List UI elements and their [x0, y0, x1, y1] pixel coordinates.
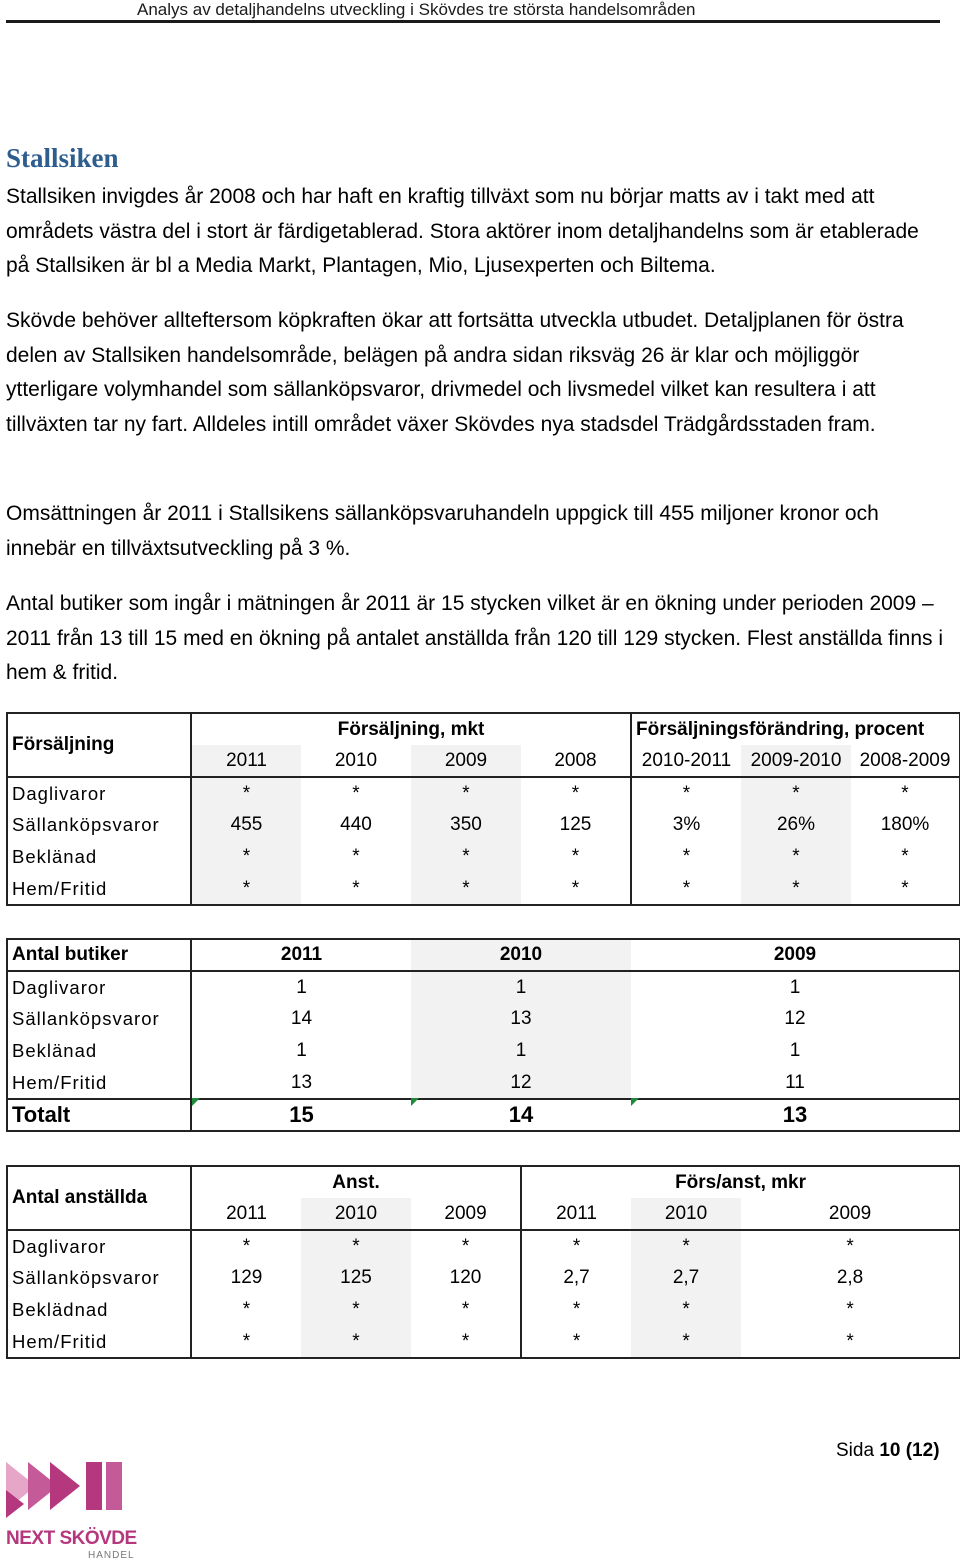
- table-row: [7, 1067, 960, 1099]
- col-header: 2008: [521, 745, 631, 777]
- running-header: Analys av detaljhandelns utveckling i Skövdes tre största handelsområden: [137, 0, 696, 19]
- table-cell: *: [352, 846, 360, 867]
- table-cell: *: [631, 1294, 741, 1326]
- row-label: Sällanköpsvaror: [7, 1003, 191, 1035]
- table-cell: *: [411, 1294, 521, 1326]
- table-cell: 26%: [741, 809, 851, 841]
- sales-group-header: Försäljning, mkt: [191, 713, 631, 745]
- table-row: [7, 1326, 960, 1358]
- row-label: Beklädnad: [7, 1294, 191, 1326]
- table-cell: 1: [789, 1040, 801, 1061]
- page-number: [836, 1440, 940, 1462]
- table-cell: *: [411, 1326, 521, 1358]
- table-cell: *: [411, 777, 521, 809]
- total-row: [7, 1099, 960, 1131]
- col-header: 2011: [191, 1198, 301, 1230]
- paragraph-turnover: Omsättningen år 2011 i Stallsikens sällanköpsvaruhandeln uppgick till 455 miljoner kronor och innebär en tillväxtsutveckling på 3 %.: [6, 502, 879, 560]
- table-cell: *: [682, 877, 691, 899]
- table-cell: *: [846, 1299, 854, 1320]
- col-header: 2009: [411, 1198, 521, 1230]
- table-cell: *: [242, 1235, 251, 1257]
- table-cell: 440: [340, 814, 372, 835]
- table-cell: 11: [785, 1071, 805, 1093]
- table-cell: *: [521, 841, 631, 873]
- table-row: [7, 873, 960, 905]
- table-cell: *: [901, 782, 909, 804]
- total-cell: [411, 1099, 631, 1131]
- col-header: 2009: [631, 939, 960, 971]
- total-cell: [631, 1099, 960, 1131]
- paragraph-stores: Antal butiker som ingår i mätningen år 2011 är 15 stycken vilket är en ökning under perioden 2009 – 2011 från 13 till 15 med en ökning på antalet anställda från 120 till 129 stycken. Flest anställda finns i hem & fritid.: [6, 592, 944, 685]
- table-cell: *: [301, 1294, 411, 1326]
- table-cell: *: [846, 1235, 854, 1257]
- table-cell: 1: [296, 976, 307, 998]
- table-row: [7, 1035, 960, 1067]
- sales-change-group-header: Försäljningsförändring, procent: [636, 718, 925, 740]
- table-cell: *: [682, 782, 691, 804]
- table-cell: *: [191, 777, 301, 809]
- table-row: [7, 809, 960, 841]
- page-prefix: Sida: [836, 1440, 875, 1461]
- staff-group-header: Anst.: [191, 1166, 521, 1198]
- table-cell: *: [191, 873, 301, 905]
- table-cell: 13: [411, 1003, 631, 1035]
- table-cell: 350: [411, 809, 521, 841]
- table-row: [7, 1262, 960, 1294]
- row-label: Hem/Fritid: [7, 1326, 191, 1358]
- total-label: Totalt: [7, 1099, 191, 1131]
- table-row: [7, 1230, 960, 1262]
- row-label: Sällanköpsvaror: [7, 1262, 191, 1294]
- table-row: [7, 1003, 960, 1035]
- table-cell: *: [301, 1326, 411, 1358]
- error-indicator-icon: [192, 1098, 200, 1106]
- table-cell: 125: [301, 1262, 411, 1294]
- col-header: 2009: [411, 745, 521, 777]
- table-cell: *: [572, 1330, 581, 1352]
- page-total: (12): [905, 1440, 940, 1461]
- header-rule: [6, 20, 940, 23]
- table-cell: 13: [290, 1071, 313, 1093]
- row-label: Daglivaror: [7, 971, 191, 1003]
- paragraph-plan: Skövde behöver allteftersom köpkraften ökar att fortsätta utveckla utbudet. Detaljplanen för östra delen av Stallsiken handelsområde, belägen på andra sidan riksväg 26 är klar och möjliggör ytterligare volymhandel som sällanköpsvaror, drivmedel och livsmedel vilket kan resultera i att tillväxten tar ny fart. Alldeles intill området växer Skövdes nya stadsdel Trädgårdsstaden fram.: [6, 309, 904, 436]
- table-cell: *: [521, 873, 631, 905]
- row-label: Hem/Fritid: [7, 1067, 191, 1099]
- total-value: 15: [289, 1102, 314, 1127]
- row-label: Beklänad: [7, 1035, 191, 1067]
- col-header: 2010: [411, 939, 631, 971]
- table-cell: *: [191, 841, 301, 873]
- table-cell: *: [352, 782, 360, 804]
- table-cell: *: [242, 1299, 251, 1320]
- section-heading: Stallsiken: [6, 143, 119, 173]
- table-cell: *: [741, 873, 851, 905]
- col-header: 2009: [741, 1198, 960, 1230]
- table-cell: *: [572, 1299, 581, 1320]
- table-cell: 1: [789, 976, 801, 998]
- table-cell: *: [901, 846, 909, 867]
- table-row: [7, 841, 960, 873]
- table-cell: *: [741, 777, 851, 809]
- col-header: 2009-2010: [741, 745, 851, 777]
- total-value: 14: [508, 1102, 534, 1127]
- row-label: Hem/Fritid: [7, 873, 191, 905]
- table-cell: *: [411, 1230, 521, 1262]
- table-cell: *: [411, 841, 521, 873]
- sales-table: [6, 712, 960, 906]
- sales-row-header: Försäljning: [7, 713, 191, 777]
- error-indicator-icon: [631, 1098, 639, 1106]
- error-indicator-icon: [411, 1098, 419, 1106]
- table-cell: 2,8: [836, 1267, 864, 1288]
- col-header: 2011: [521, 1198, 631, 1230]
- row-label: Daglivaror: [7, 777, 191, 809]
- row-label: Beklänad: [7, 841, 191, 873]
- col-header: 2010-2011: [631, 745, 741, 777]
- logo-subtitle: HANDEL: [88, 1550, 135, 1561]
- table-cell: *: [521, 777, 631, 809]
- table-row: [7, 971, 960, 1003]
- table-cell: 2,7: [563, 1267, 590, 1288]
- logo-wordmark: NEXT SKÖVDE: [6, 1528, 137, 1549]
- table-cell: *: [682, 846, 691, 867]
- table-cell: *: [352, 877, 360, 899]
- table-cell: *: [741, 841, 851, 873]
- staff-table: [6, 1165, 960, 1359]
- stores-table: [6, 938, 960, 1132]
- staff-row-header: Antal anställda: [7, 1166, 191, 1230]
- table-cell: *: [846, 1330, 854, 1352]
- table-cell: 12: [411, 1067, 631, 1099]
- table-cell: 180%: [880, 814, 930, 835]
- table-cell: *: [301, 1230, 411, 1262]
- table-cell: 12: [784, 1008, 806, 1029]
- table-cell: 455: [191, 809, 301, 841]
- table-cell: *: [631, 1230, 741, 1262]
- total-cell: [191, 1099, 411, 1131]
- col-header: 2010: [631, 1198, 741, 1230]
- col-header: 2011: [191, 745, 301, 777]
- row-label: Daglivaror: [7, 1230, 191, 1262]
- table-cell: 129: [230, 1267, 263, 1288]
- table-cell: *: [631, 1326, 741, 1358]
- sales-per-staff-group-header: Förs/anst, mkr: [675, 1171, 807, 1193]
- total-value: 13: [782, 1102, 808, 1127]
- table-cell: *: [411, 873, 521, 905]
- table-row: [7, 1294, 960, 1326]
- table-cell: 1: [411, 971, 631, 1003]
- row-label: Sällanköpsvaror: [7, 809, 191, 841]
- table-cell: 2,7: [631, 1262, 741, 1294]
- col-header: 2011: [191, 939, 411, 971]
- table-cell: 1: [411, 1035, 631, 1067]
- col-header: 2010: [301, 1198, 411, 1230]
- table-row: [7, 777, 960, 809]
- table-cell: 120: [411, 1262, 521, 1294]
- table-cell: 125: [521, 809, 631, 841]
- col-header: 2010: [301, 745, 411, 777]
- table-cell: *: [242, 1330, 251, 1352]
- table-cell: 1: [296, 1040, 307, 1061]
- col-header: 2008-2009: [851, 745, 960, 777]
- table-cell: *: [572, 1235, 581, 1257]
- table-cell: 3%: [672, 814, 701, 835]
- table-cell: 14: [290, 1008, 313, 1029]
- page-current: 10: [879, 1440, 901, 1461]
- paragraph-intro: Stallsiken invigdes år 2008 och har haft en kraftig tillväxt som nu börjar matts av i takt med att områdets västra del i stort är färdigetablerad. Stora aktörer inom detaljhandelns som är etablerade på Stallsiken är bl a Media Markt, Plantagen, Mio, Ljusexperten och Biltema.: [6, 185, 919, 278]
- stores-row-header: Antal butiker: [7, 939, 191, 971]
- table-cell: *: [901, 877, 909, 899]
